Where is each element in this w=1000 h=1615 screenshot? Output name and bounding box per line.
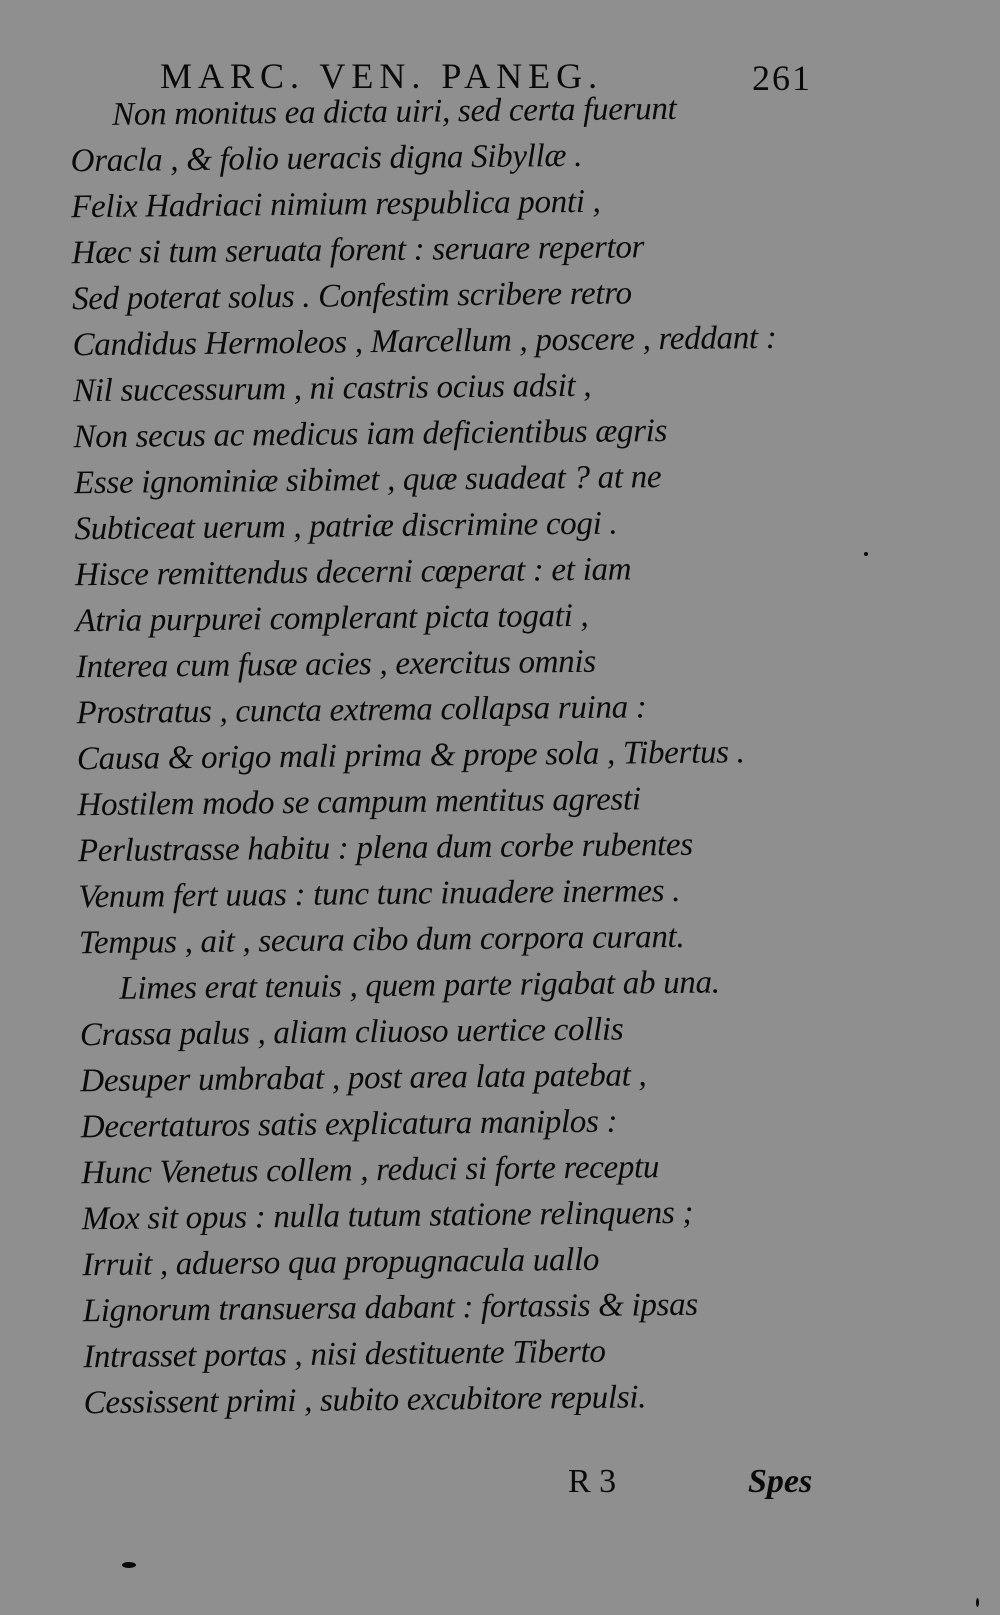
verse-line: Nil successurum , ni castris ocius adsit , <box>72 367 592 410</box>
verse-line: Tempus , ait , secura cibo dum corpora curant. <box>78 918 685 962</box>
verse-line: Non secus ac medicus iam deficientibus ægris <box>73 413 668 456</box>
signature-mark: R 3 <box>568 1463 617 1500</box>
verse-line: Hisce remittendus decerni cœperat : et iam <box>74 551 632 594</box>
verse-line: Interea cum fusæ acies , exercitus omnis <box>75 643 597 686</box>
verse-line: Hostilem modo se campum mentitus agresti <box>77 781 641 824</box>
catchword: Spes <box>748 1463 813 1500</box>
verse-line: Hæc si tum seruata forent : seruare repertor <box>71 229 645 272</box>
verse-line: Cessissent primi , subito excubitore repulsi. <box>83 1379 647 1422</box>
verse-line: Esse ignominiæ sibimet , quæ suadeat ? at ne <box>73 459 662 502</box>
verse-line: Subticeat uerum , patriæ discrimine cogi . <box>74 505 618 548</box>
ink-speck <box>864 552 868 556</box>
verse-line: Felix Hadriaci nimium respublica ponti , <box>70 183 601 226</box>
running-title: MARC. VEN. PANEG. <box>160 56 604 96</box>
verse-line: Causa & origo mali prima & prope sola , Tibertus . <box>76 734 745 778</box>
verse-line: Desuper umbrabat , post area lata patebat , <box>80 1057 647 1100</box>
verse-line: Decertaturos satis explicatura maniplos : <box>80 1103 618 1146</box>
verse-line: Prostratus , cuncta extrema collapsa ruina : <box>76 689 647 732</box>
verse-line: Intrasset portas , nisi destituente Tiberto <box>83 1333 606 1376</box>
verse-line: Perlustrasse habitu : plena dum corbe rubentes <box>77 826 694 870</box>
verse-line: Mox sit opus : nulla tutum statione relinquens ; <box>81 1194 694 1238</box>
verse-line: Sed poterat solus . Confestim scribere retro <box>71 275 632 318</box>
verse-line: Candidus Hermoleos , Marcellum , poscere , reddant : <box>72 319 777 364</box>
verse-line: Crassa palus , aliam cliuoso uertice collis <box>79 1011 624 1054</box>
verse-line: Venum fert uuas : tunc tunc inuadere inermes . <box>78 872 681 916</box>
ink-speck <box>976 1598 979 1607</box>
verse-line: Non monitus ea dicta uiri, sed certa fuerunt <box>112 90 677 133</box>
verse-line: Limes erat tenuis , quem parte rigabat ab una. <box>119 964 720 1007</box>
page-number: 261 <box>752 58 812 98</box>
verse-line: Atria purpurei complerant picta togati , <box>75 597 589 640</box>
verse-line: Lignorum transuersa dabant : fortassis & ipsas <box>82 1286 699 1330</box>
verse-line: Irruit , aduerso qua propugnacula uallo <box>82 1241 600 1284</box>
verse-line: Hunc Venetus collem , reduci si forte receptu <box>81 1149 660 1192</box>
verse-line: Oracla , & folio ueracis digna Sibyllæ . <box>70 137 583 180</box>
ink-speck <box>122 1562 136 1568</box>
